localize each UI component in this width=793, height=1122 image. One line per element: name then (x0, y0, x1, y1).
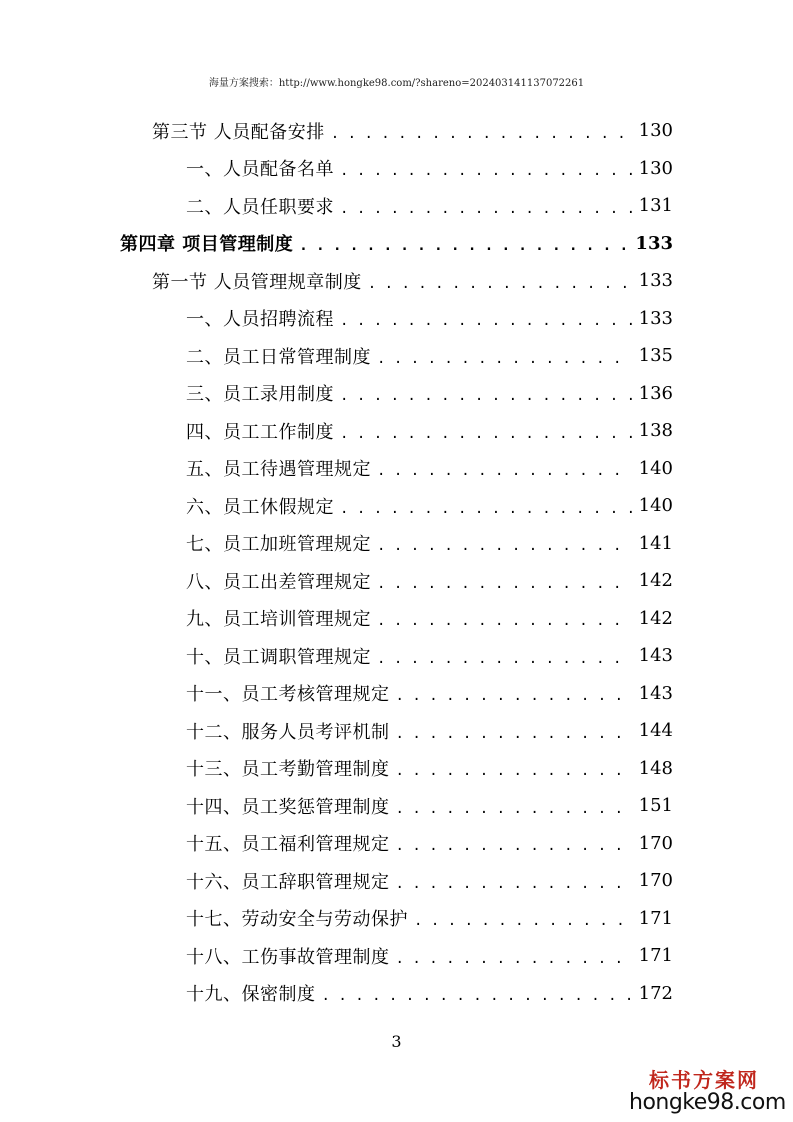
toc-entry-title: 十六、员工辞职管理规定 (186, 871, 390, 893)
toc-entry[interactable] (186, 637, 673, 674)
toc-entry-page: 140 (638, 457, 673, 479)
page-number: 3 (391, 1032, 402, 1051)
toc-entry-title: 九、员工培训管理规定 (186, 609, 371, 630)
toc-entry[interactable] (186, 937, 673, 974)
toc-entry-page: 170 (638, 832, 673, 854)
watermark-domain: hongke98.com (629, 1090, 786, 1115)
toc-entry-title: 第一节 人员管理规章制度 (152, 271, 362, 293)
toc-entry-title: 六、员工休假规定 (186, 496, 334, 518)
toc-entry-title: 十四、员工奖惩管理制度 (186, 796, 390, 818)
toc-entry-title: 十三、员工考勤管理制度 (186, 759, 390, 780)
toc-entry-page: 133 (635, 232, 673, 254)
toc-entry-page: 138 (638, 420, 673, 441)
toc-dot-leader (377, 651, 633, 667)
toc-entry[interactable] (186, 750, 673, 787)
toc-dot-leader (396, 951, 633, 967)
toc-entry-page: 172 (638, 982, 673, 1004)
toc-entry[interactable] (186, 825, 673, 862)
toc-dot-leader (377, 613, 633, 629)
toc-dot-leader (340, 388, 633, 404)
toc-entry-page: 171 (638, 945, 673, 966)
toc-entry[interactable] (186, 412, 673, 449)
toc-entry-page: 142 (638, 570, 673, 591)
toc-entry-page: 143 (638, 645, 673, 666)
toc-entry[interactable] (186, 900, 673, 937)
toc-dot-leader (396, 838, 633, 854)
toc-entry-page: 148 (638, 757, 673, 779)
toc-dot-leader (377, 463, 633, 479)
toc-entry[interactable] (186, 525, 673, 562)
toc-entry-title: 七、员工加班管理规定 (186, 534, 371, 555)
toc-entry-page: 144 (638, 720, 673, 741)
toc-dot-leader (396, 726, 633, 742)
page-header: 海量方案搜索：http://www.hongke98.com/?shareno=202403141137072261 (208, 78, 585, 89)
toc-dot-leader (377, 351, 633, 367)
toc-entry[interactable] (152, 112, 673, 149)
toc-dot-leader (396, 763, 633, 779)
toc-dot-leader (377, 538, 633, 554)
toc-entry-page: 141 (638, 532, 673, 554)
toc-entry-title: 十一、员工考核管理规定 (186, 684, 390, 705)
toc-dot-leader (340, 501, 633, 517)
toc-entry-title: 十五、员工福利管理规定 (186, 834, 390, 855)
watermark-title: 标书方案网 (649, 1068, 759, 1092)
toc-entry-page: 130 (638, 157, 673, 179)
toc-dot-leader (414, 913, 633, 929)
toc-dot-leader (396, 688, 633, 704)
toc-entry[interactable] (120, 225, 673, 262)
toc-entry[interactable] (186, 975, 673, 1012)
toc-dot-leader (340, 163, 633, 179)
toc-entry-title: 十九、保密制度 (186, 984, 316, 1005)
toc-dot-leader (396, 801, 633, 817)
table-of-contents (0, 112, 793, 1012)
toc-entry[interactable] (186, 562, 673, 599)
toc-entry-title: 第四章 项目管理制度 (120, 234, 294, 255)
toc-entry-page: 131 (638, 195, 673, 216)
toc-entry-title: 四、员工工作制度 (186, 421, 334, 443)
toc-entry-page: 170 (638, 870, 673, 891)
toc-entry-page: 135 (638, 345, 673, 366)
toc-entry[interactable] (186, 862, 673, 899)
toc-entry-title: 三、员工录用制度 (186, 384, 334, 405)
toc-dot-leader (368, 276, 633, 292)
toc-dot-leader (331, 126, 633, 142)
toc-entry-page: 140 (638, 495, 673, 516)
toc-entry[interactable] (186, 787, 673, 824)
toc-entry-page: 143 (638, 682, 673, 704)
toc-entry-title: 十二、服务人员考评机制 (186, 721, 390, 743)
toc-entry[interactable] (186, 600, 673, 637)
toc-entry-title: 十、员工调职管理规定 (186, 646, 371, 668)
toc-dot-leader (322, 988, 633, 1004)
toc-entry-page: 171 (638, 907, 673, 929)
toc-entry-title: 八、员工出差管理规定 (186, 571, 371, 593)
toc-entry[interactable] (186, 487, 673, 524)
toc-dot-leader (377, 576, 633, 592)
toc-entry-title: 二、员工日常管理制度 (186, 346, 371, 368)
toc-dot-leader (299, 238, 629, 254)
toc-entry-page: 136 (638, 382, 673, 404)
toc-entry-page: 133 (638, 270, 673, 291)
toc-entry[interactable] (186, 187, 673, 224)
toc-entry[interactable] (186, 675, 673, 712)
toc-entry-title: 一、人员配备名单 (186, 159, 334, 180)
toc-entry-page: 142 (638, 607, 673, 629)
toc-entry-title: 十八、工伤事故管理制度 (186, 946, 390, 968)
toc-dot-leader (340, 313, 633, 329)
toc-entry[interactable] (186, 375, 673, 412)
toc-entry-page: 151 (638, 795, 673, 816)
toc-entry[interactable] (186, 450, 673, 487)
toc-entry-page: 133 (638, 307, 673, 329)
toc-dot-leader (340, 201, 633, 217)
toc-entry[interactable] (186, 150, 673, 187)
toc-entry-title: 第三节 人员配备安排 (152, 121, 325, 143)
watermark-logo (629, 1068, 786, 1115)
toc-entry[interactable] (186, 712, 673, 749)
toc-entry-title: 一、人员招聘流程 (186, 309, 334, 330)
toc-entry-title: 十七、劳动安全与劳动保护 (186, 909, 408, 930)
toc-entry-page: 130 (638, 120, 673, 141)
toc-entry[interactable] (152, 262, 673, 299)
toc-dot-leader (340, 426, 633, 442)
toc-dot-leader (396, 876, 633, 892)
toc-entry-title: 二、人员任职要求 (186, 196, 334, 218)
toc-entry[interactable] (186, 337, 673, 374)
toc-entry[interactable] (186, 300, 673, 337)
toc-entry-title: 五、员工待遇管理规定 (186, 459, 371, 480)
